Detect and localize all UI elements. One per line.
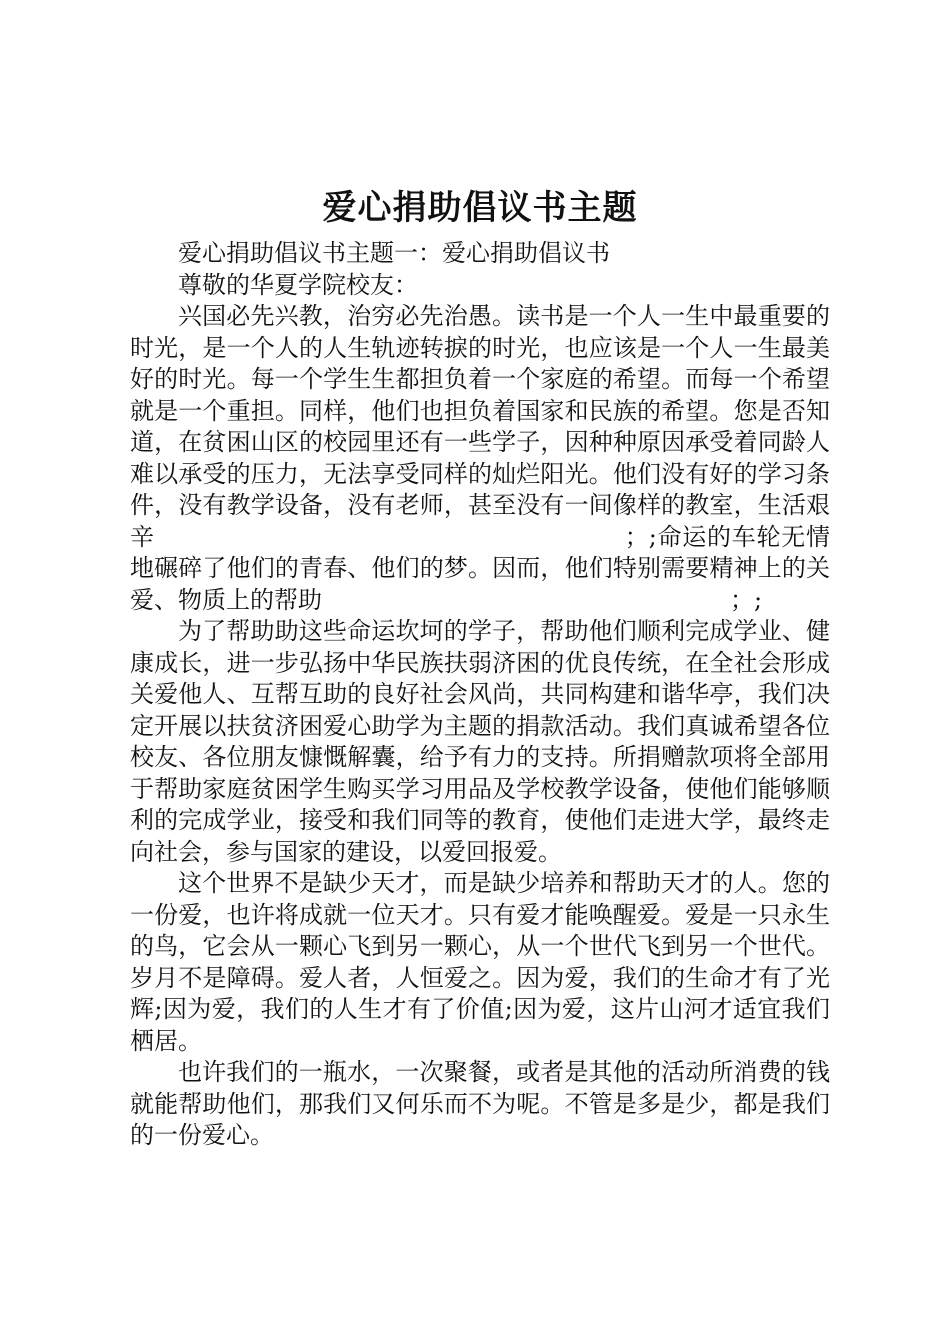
paragraph-3: 这个世界不是缺少天才，而是缺少培养和帮助天才的人。您的一份爱，也许将成就一位天才。只有爱才能唤醒爱。爱是一只永生的鸟，它会从一颗心飞到另一颗心，从一个世代飞到另一个世代。岁月不是障碍。爱人者，人恒爱之。因为爱，我们的生命才有了光辉;因为爱，我们的人生才有了价值;因为爱，这片山河才适宜我们栖居。: [130, 869, 830, 1055]
document-title: 爱心捐助倡议书主题: [322, 188, 638, 228]
paragraph-2: 为了帮助助这些命运坎坷的学子，帮助他们顺利完成学业、健康成长，进一步弘扬中华民族扶弱济困的优良传统，在全社会形成关爱他人、互帮互助的良好社会风尚，共同构建和谐华亭，我们决定开展以扶贫济困爱心助学为主题的捐款活动。我们真诚希望各位校友、各位朋友慷慨解囊，给予有力的支持。所捐赠款项将全部用于帮助家庭贫困学生购买学习用品及学校教学设备，使他们能够顺利的完成学业，接受和我们同等的教育，使他们走进大学，最终走向社会，参与国家的建设，以爱回报爱。: [130, 617, 830, 866]
paragraph-4: 也许我们的一瓶水，一次聚餐，或者是其他的活动所消费的钱就能帮助他们，那我们又何乐而不为呢。不管是多是少，都是我们的一份爱心。: [130, 1058, 830, 1149]
salutation: 尊敬的华夏学院校友：: [178, 270, 418, 299]
document-page: [130, 180, 830, 1152]
document-subtitle: 爱心捐助倡议书主题一：爱心捐助倡议书: [178, 239, 610, 267]
paragraph-1: 兴国必先兴教，治穷必先治愚。读书是一个人一生中最重要的时光，是一个人的人生轨迹转捩的时光，也应该是一个人一生最美好的时光。每一个学生生都担负着一个家庭的希望。而每一个希望就是一个重担。同样，他们也担负着国家和民族的希望。您是否知道，在贫困山区的校园里还有一些学子，因种种原因承受着同龄人难以承受的压力，无法享受同样的灿烂阳光。他们没有好的学习条件，没有教学设备，没有老师，甚至没有一间像样的教室，生活艰辛 ；;命运的车轮无情地碾碎了他们的青春、他们的梦。因而，他们特别需要精神上的关爱、物质上的帮助 ；;: [130, 302, 830, 614]
